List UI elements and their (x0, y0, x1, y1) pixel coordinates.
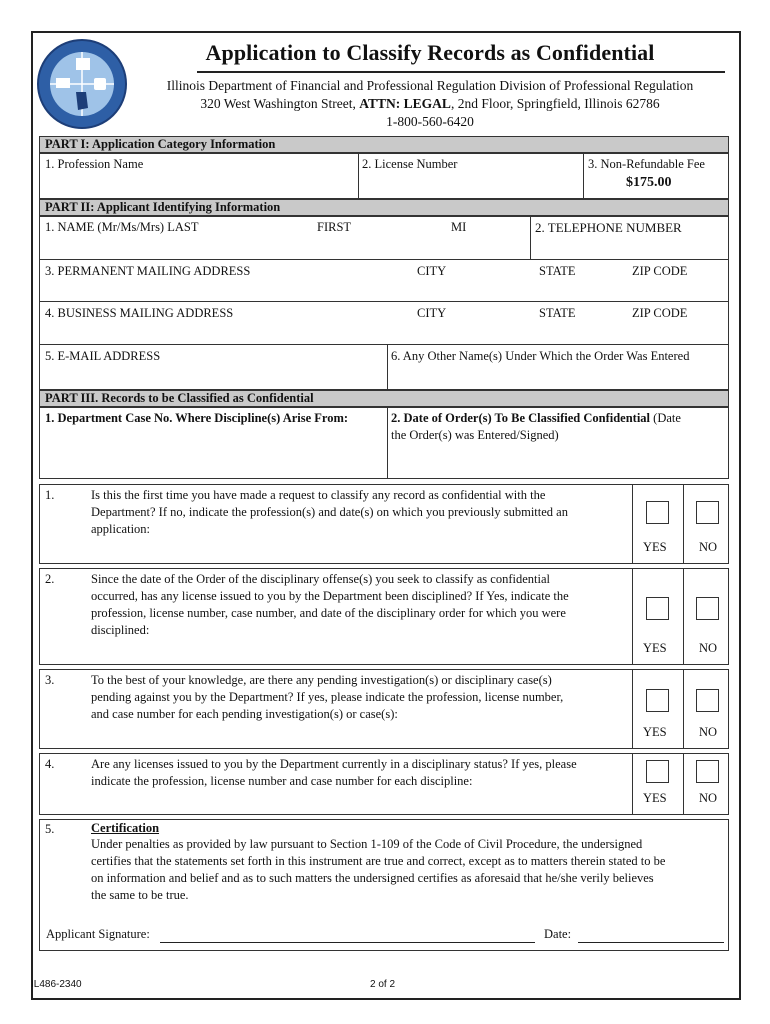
idfpr-seal-logo (36, 38, 128, 130)
order-date-field[interactable]: 2. Date of Order(s) To Be Classified Confidential (Date (391, 411, 681, 425)
date-line[interactable] (578, 942, 724, 943)
name-last-field[interactable]: 1. NAME (Mr/Ms/Mrs) LAST (45, 220, 199, 234)
title-rule (197, 71, 725, 73)
page-number: 2 of 2 (370, 979, 396, 990)
agency-address: 320 West Washington Street, ATTN: LEGAL, 2nd Floor, Springfield, Illinois 62786 (200, 96, 660, 111)
business-state-field[interactable]: STATE (539, 306, 576, 320)
permanent-address-field[interactable]: 3. PERMANENT MAILING ADDRESS (45, 264, 251, 278)
agency-name: Illinois Department of Financial and Professional Regulation Division of Professional Regulation (166, 78, 694, 93)
permanent-state-field[interactable]: STATE (539, 264, 576, 278)
fee-label: 3. Non-Refundable Fee (588, 157, 705, 171)
signature-line[interactable] (160, 942, 535, 943)
other-names-field[interactable]: 6. Any Other Name(s) Under Which the Order Was Entered (391, 349, 690, 363)
business-address-field[interactable]: 4. BUSINESS MAILING ADDRESS (45, 306, 234, 320)
order-date-field-line2: the Order(s) was Entered/Signed) (391, 428, 559, 442)
profession-name-field[interactable]: 1. Profession Name (45, 157, 144, 171)
agency-phone: 1-800-560-6420 (386, 114, 474, 129)
q2-no-checkbox[interactable] (696, 597, 719, 620)
q4-yes-checkbox[interactable] (646, 760, 669, 783)
name-mi-field[interactable]: MI (451, 220, 467, 234)
q3-no-checkbox[interactable] (696, 689, 719, 712)
q2-yes-checkbox[interactable] (646, 597, 669, 620)
q4-no-checkbox[interactable] (696, 760, 719, 783)
business-zip-field[interactable]: ZIP CODE (632, 306, 688, 320)
part1-heading: PART I: Application Category Information (39, 136, 729, 153)
case-number-field[interactable]: 1. Department Case No. Where Discipline(s) Arise From: (45, 411, 349, 425)
email-field[interactable]: 5. E-MAIL ADDRESS (45, 349, 161, 363)
form-title: Application to Classify Records as Confidential (205, 40, 655, 65)
form-id: IL486-2340 (31, 979, 82, 990)
fee-value: $175.00 (626, 175, 672, 190)
q1-yes-checkbox[interactable] (646, 501, 669, 524)
signature-label: Applicant Signature: (46, 927, 150, 941)
date-label: Date: (544, 927, 572, 941)
telephone-field[interactable]: 2. TELEPHONE NUMBER (535, 220, 682, 235)
permanent-city-field[interactable]: CITY (417, 264, 447, 278)
certification-heading: Certification (91, 821, 160, 835)
name-first-field[interactable]: FIRST (317, 220, 352, 234)
q1-no-checkbox[interactable] (696, 501, 719, 524)
license-number-field[interactable]: 2. License Number (362, 157, 458, 171)
part2-heading: PART II: Applicant Identifying Information (39, 199, 729, 216)
business-city-field[interactable]: CITY (417, 306, 447, 320)
permanent-zip-field[interactable]: ZIP CODE (632, 264, 688, 278)
part3-heading: PART III. Records to be Classified as Confidential (39, 390, 729, 407)
q3-yes-checkbox[interactable] (646, 689, 669, 712)
